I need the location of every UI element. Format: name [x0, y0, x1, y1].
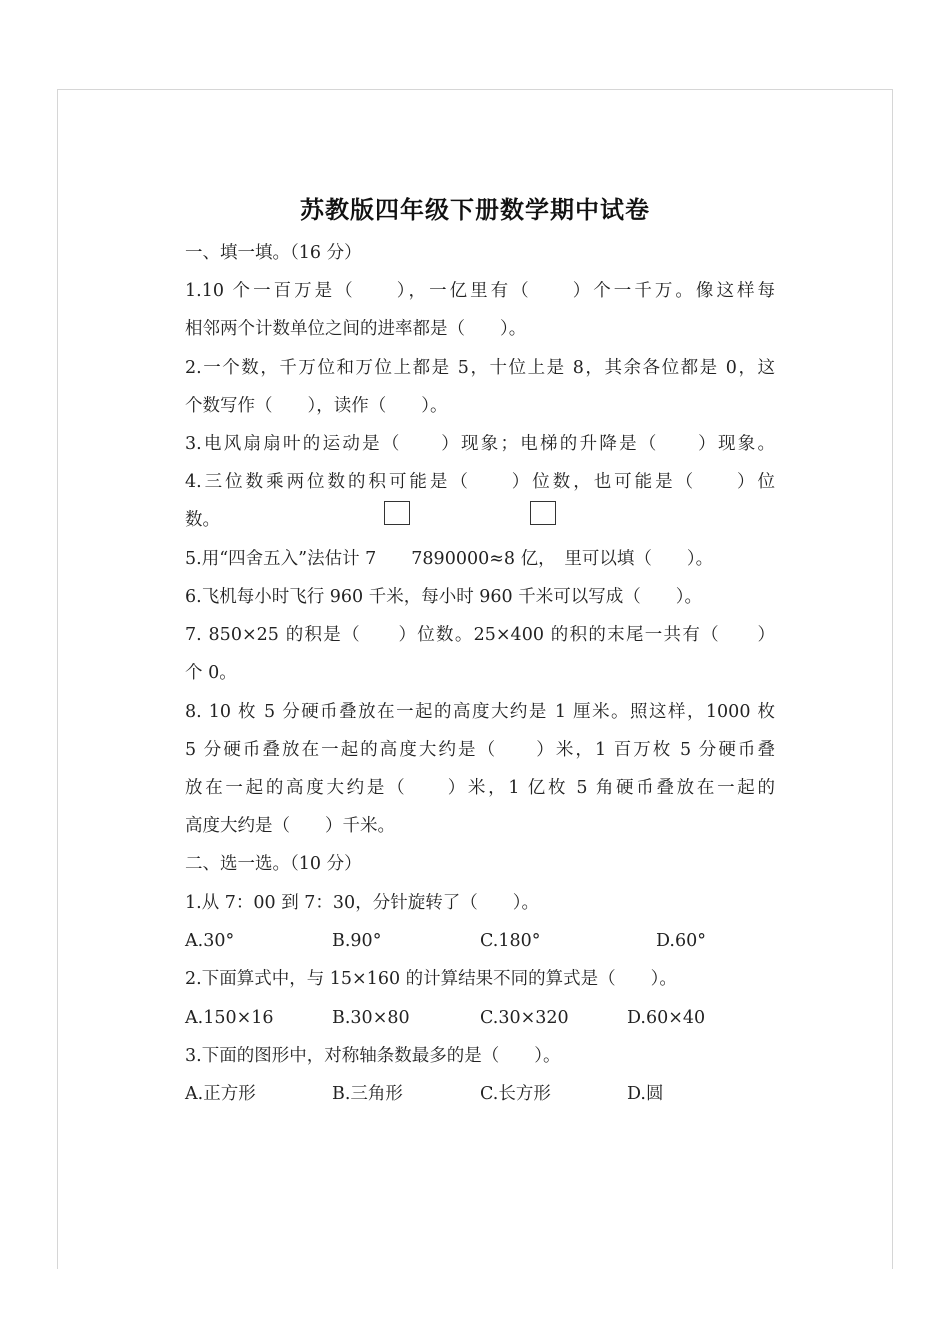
q6-line: 6.飞机每小时飞行 960 千米，每小时 960 千米可以写成（ ）。	[185, 587, 703, 607]
page-border-left	[57, 89, 58, 1269]
q1-line2: 相邻两个计数单位之间的进率都是（ ）。	[185, 319, 527, 339]
q4-line2: 数。	[185, 510, 220, 530]
q8-line3: 放在一起的高度大约是（ ）米，1 亿枚 5 角硬币叠放在一起的	[185, 778, 775, 798]
q1-line1: 1.10 个一百万是（ ），一亿里有（ ）个一千万。像这样每	[185, 281, 775, 301]
section1-heading: 一、填一填。（16 分）	[185, 243, 362, 263]
choice-q2-option-c: C.30×320	[480, 1008, 569, 1028]
answer-box-1	[384, 501, 410, 525]
section2-heading: 二、选一选。（10 分）	[185, 854, 362, 874]
q3-line: 3.电风扇扇叶的运动是（ ）现象；电梯的升降是（ ）现象。	[185, 434, 775, 454]
choice-q1-text: 1.从 7：00 到 7：30，分针旋转了（ ）。	[185, 893, 539, 913]
choice-q2-option-b: B.30×80	[332, 1008, 410, 1028]
choice-q2-option-a: A.150×16	[185, 1008, 274, 1028]
q8-line4: 高度大约是（ ）千米。	[185, 816, 395, 836]
q4-line1: 4.三位数乘两位数的积可能是（ ）位数，也可能是（ ）位	[185, 472, 775, 492]
q7-line2: 个 0。	[185, 663, 237, 683]
answer-box-2	[530, 501, 556, 525]
page-border-top	[57, 89, 893, 90]
choice-q1-option-b: B.90°	[332, 931, 382, 951]
choice-q1-option-c: C.180°	[480, 931, 541, 951]
exam-title: 苏教版四年级下册数学期中试卷	[300, 196, 650, 224]
choice-q3-text: 3.下面的图形中，对称轴条数最多的是（ ）。	[185, 1046, 561, 1066]
choice-q1-option-d: D.60°	[656, 931, 706, 951]
choice-q3-option-b: B.三角形	[332, 1084, 403, 1104]
choice-q3-option-d: D.圆	[627, 1084, 664, 1104]
q8-line2: 5 分硬币叠放在一起的高度大约是（ ）米，1 百万枚 5 分硬币叠	[185, 740, 775, 760]
q2-line2: 个数写作（ ），读作（ ）。	[185, 396, 448, 416]
choice-q1-option-a: A.30°	[185, 931, 235, 951]
choice-q2-option-d: D.60×40	[627, 1008, 706, 1028]
q7-line1: 7. 850×25 的积是（ ）位数。25×400 的积的末尾一共有（ ）	[185, 625, 775, 645]
q8-line1: 8. 10 枚 5 分硬币叠放在一起的高度大约是 1 厘米。照这样，1000 枚	[185, 702, 775, 722]
page-border-right	[892, 89, 893, 1269]
choice-q3-option-c: C.长方形	[480, 1084, 551, 1104]
choice-q2-text: 2.下面算式中，与 15×160 的计算结果不同的算式是（ ）。	[185, 969, 677, 989]
q2-line1: 2.一个数，千万位和万位上都是 5，十位上是 8，其余各位都是 0，这	[185, 358, 775, 378]
choice-q3-option-a: A.正方形	[185, 1084, 256, 1104]
q5-line: 5.用“四舍五入”法估计 7 7890000≈8 亿， 里可以填（ ）。	[185, 549, 714, 569]
